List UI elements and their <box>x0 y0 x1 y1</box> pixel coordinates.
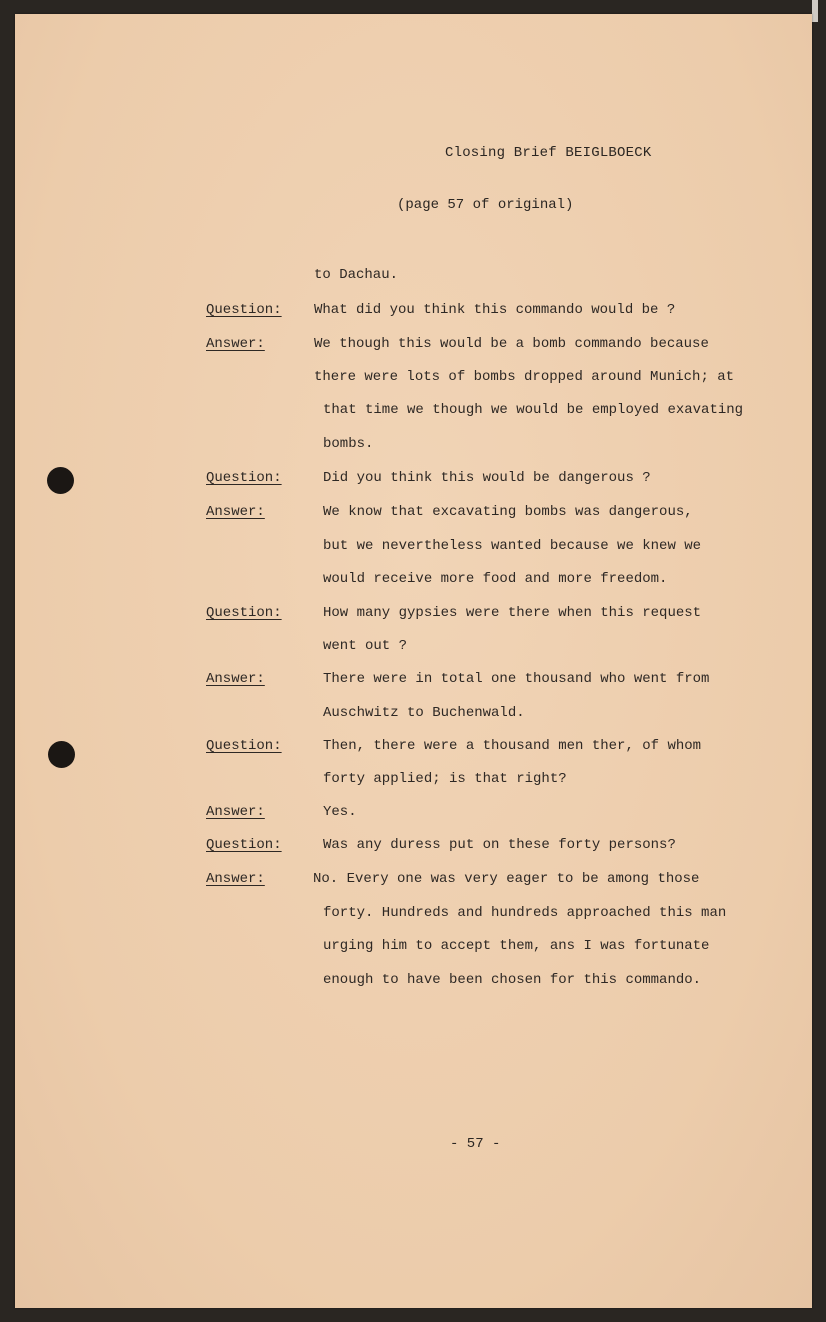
transcript-line: would receive more food and more freedom. <box>323 571 668 587</box>
scan-corner-mark <box>812 0 818 22</box>
transcript-line: How many gypsies were there when this request <box>323 605 702 621</box>
transcript-intro: to Dachau. <box>314 267 399 283</box>
speaker-label: Question: <box>206 605 282 621</box>
transcript-line: No. Every one was very eager to be among those <box>313 871 700 887</box>
transcript-line: there were lots of bombs dropped around Munich; at <box>314 369 735 385</box>
transcript-line: What did you think this commando would be ? <box>314 302 676 318</box>
transcript-line: Auschwitz to Buchenwald. <box>323 705 525 721</box>
transcript-line: Yes. <box>323 804 357 820</box>
transcript-line: We know that excavating bombs was dangerous, <box>323 504 693 520</box>
speaker-label: Answer: <box>206 336 265 352</box>
transcript-line: bombs. <box>323 436 374 452</box>
transcript-line: but we nevertheless wanted because we knew we <box>323 538 702 554</box>
transcript-line: Did you think this would be dangerous ? <box>323 470 651 486</box>
page-number: - 57 - <box>450 1136 501 1152</box>
transcript-line: Then, there were a thousand men ther, of whom <box>323 738 702 754</box>
speaker-label: Question: <box>206 837 282 853</box>
transcript-line: forty applied; is that right? <box>323 771 567 787</box>
document-page <box>15 14 812 1308</box>
transcript-line: We though this would be a bomb commando because <box>314 336 709 352</box>
transcript-line: forty. Hundreds and hundreds approached this man <box>323 905 727 921</box>
transcript-line: went out ? <box>323 638 408 654</box>
speaker-label: Answer: <box>206 804 265 820</box>
speaker-label: Question: <box>206 738 282 754</box>
punch-hole-bottom <box>48 741 75 768</box>
speaker-label: Answer: <box>206 871 265 887</box>
punch-hole-top <box>47 467 74 494</box>
transcript-line: There were in total one thousand who went from <box>323 671 710 687</box>
speaker-label: Question: <box>206 470 282 486</box>
speaker-label: Question: <box>206 302 282 318</box>
speaker-label: Answer: <box>206 504 265 520</box>
original-page-reference: (page 57 of original) <box>397 197 574 213</box>
transcript-line: that time we though we would be employed exavating <box>323 402 744 418</box>
document-title: Closing Brief BEIGLBOECK <box>445 145 652 161</box>
transcript-line: urging him to accept them, ans I was fortunate <box>323 938 710 954</box>
transcript-line: Was any duress put on these forty persons? <box>323 837 676 853</box>
transcript-line: enough to have been chosen for this commando. <box>323 972 702 988</box>
speaker-label: Answer: <box>206 671 265 687</box>
